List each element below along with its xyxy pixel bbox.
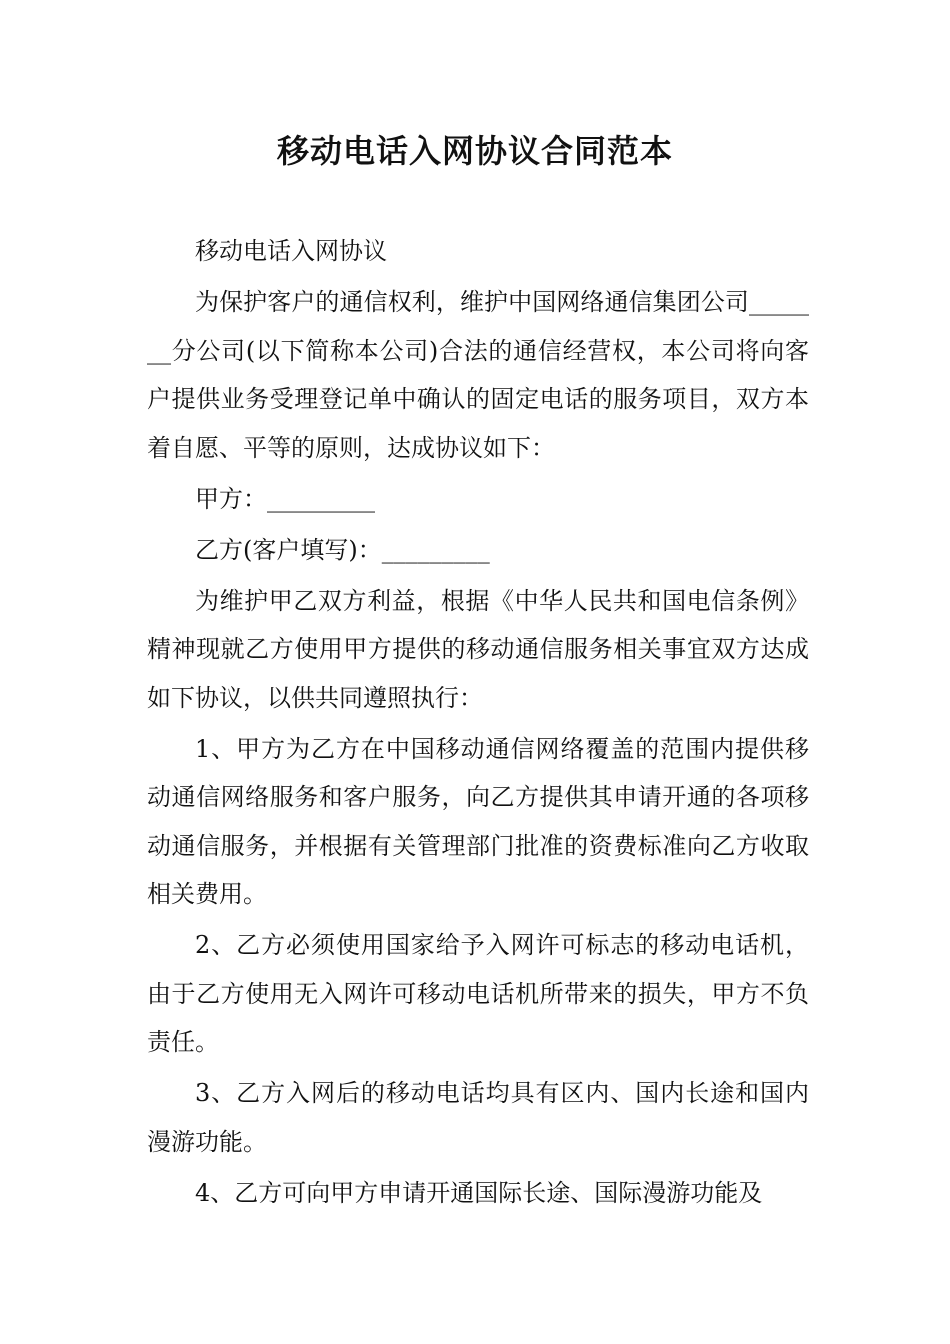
document-body [147, 227, 809, 1220]
paragraph-agreement-heading: 移动电话入网协议 [195, 237, 387, 265]
paragraph-party-a: 甲方：_________ [195, 484, 375, 513]
paragraph-basis: 为维护甲乙双方利益，根据《中华人民共和国电信条例》精神现就乙方使用甲方提供的移动通信服务相关事宜双方达成如下协议，以供共同遵照执行： [147, 586, 809, 712]
paragraph-clause-2: 2、乙方必须使用国家给予入网许可标志的移动电话机，由于乙方使用无入网许可移动电话机所带来的损失，甲方不负责任。 [147, 931, 809, 1056]
document-title: 移动电话入网协议合同范本 [276, 132, 673, 170]
paragraph-preamble: 为保护客户的通信权利，维护中国网络通信集团公司_______分公司(以下简称本公司)合法的通信经营权，本公司将向客户提供业务受理登记单中确认的固定电话的服务项目，双方本着自愿、平等的原则，达成协议如下： [147, 288, 809, 462]
paragraph-clause-3: 3、乙方入网后的移动电话均具有区内、国内长途和国内漫游功能。 [147, 1079, 809, 1156]
paragraph-clause-4: 4、乙方可向甲方申请开通国际长途、国际漫游功能及 [195, 1178, 763, 1207]
paragraph-party-b: 乙方(客户填写)：_________ [195, 535, 490, 564]
paragraph-clause-1: 1、甲方为乙方在中国移动通信网络覆盖的范围内提供移动通信网络服务和客户服务，向乙方提供其申请开通的各项移动通信服务，并根据有关管理部门批准的资费标准向乙方收取相关费用。 [147, 734, 809, 908]
